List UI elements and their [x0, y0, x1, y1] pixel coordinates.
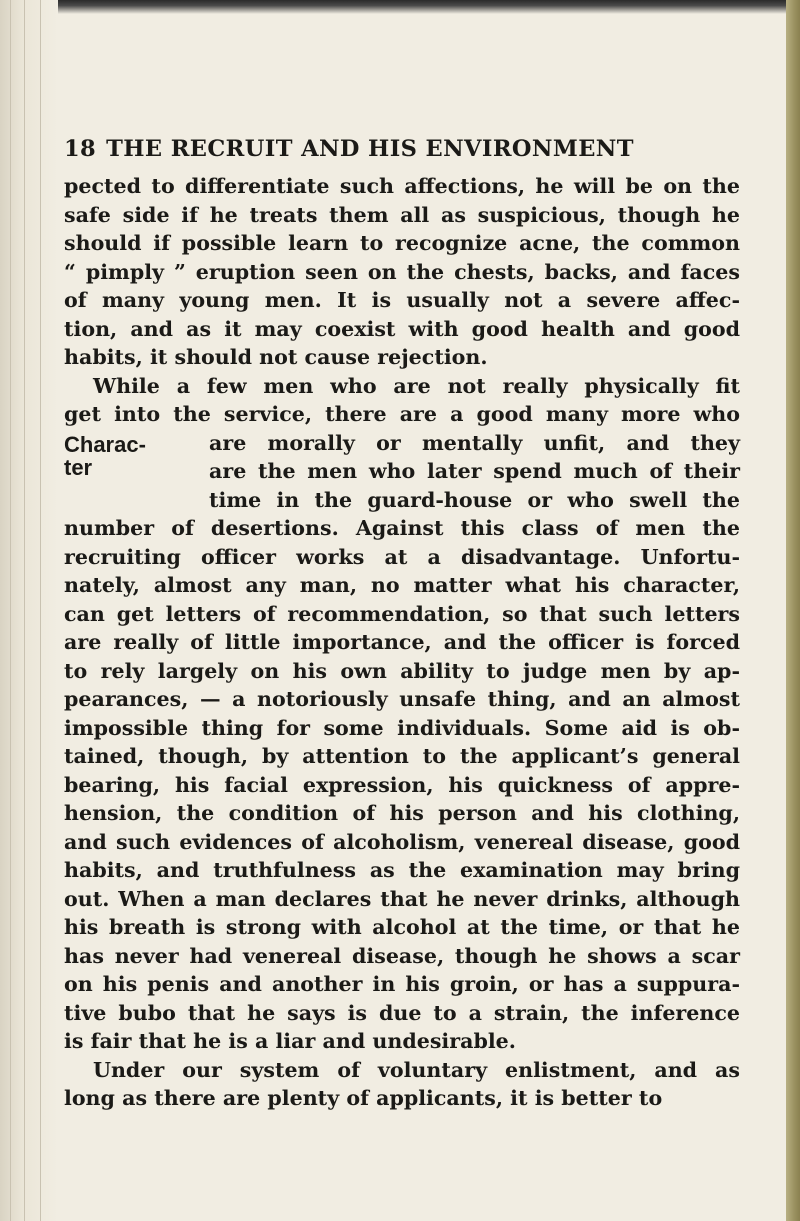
- paragraph: [64, 372, 740, 1056]
- text-line: recruiting officer works at a disadvantage. Unfortu-: [64, 544, 740, 569]
- body-text: [64, 172, 740, 1113]
- text-line: should if possible learn to recognize acne, the common: [64, 231, 740, 255]
- text-line: get into the service, there are a good many more who: [64, 402, 740, 426]
- text-line: on his penis and another in his groin, or has a suppura-: [64, 972, 740, 996]
- text-line: tion, and as it may coexist with good health and good: [64, 316, 740, 341]
- paragraph: [64, 1056, 740, 1113]
- text-line: tained, though, by attention to the applicant’s general: [64, 744, 740, 768]
- text-line: habits, it should not cause rejection.: [64, 345, 488, 369]
- text-line: While a few men who are not really physically fit: [93, 373, 740, 398]
- text-line: time in the guard-house or who swell the: [209, 487, 740, 512]
- gutter-line: [24, 0, 25, 1221]
- text-line: are morally or mentally unfit, and they: [209, 430, 740, 455]
- scan-top-shadow: [0, 0, 800, 14]
- text-line: is fair that he is a liar and undesirable.: [64, 1029, 516, 1053]
- text-line: bearing, his facial expression, his quickness of appre-: [64, 772, 740, 797]
- text-line: tive bubo that he says is due to a strain, the inference: [64, 1000, 740, 1025]
- text-line: pected to differentiate such affections, he will be on the: [64, 174, 740, 198]
- text-line: long as there are plenty of applicants, it is better to: [64, 1086, 663, 1110]
- text-line: his breath is strong with alcohol at the time, or that he: [64, 915, 740, 939]
- text-line: has never had venereal disease, though he shows a scar: [64, 943, 740, 968]
- text-line: impossible thing for some individuals. Some aid is ob-: [64, 715, 740, 740]
- gutter-line: [10, 0, 11, 1221]
- text-line: safe side if he treats them all as suspicious, though he: [64, 202, 740, 227]
- page-number: 18: [64, 136, 97, 162]
- text-line: habits, and truthfulness as the examination may bring: [64, 858, 740, 882]
- margin-note-line: ter: [64, 455, 93, 480]
- margin-note-line: Charac-: [64, 432, 146, 457]
- text-line: and such evidences of alcoholism, venereal disease, good: [64, 829, 740, 854]
- text-line: can get letters of recommendation, so that such letters: [64, 601, 740, 626]
- text-line: are the men who later spend much of their: [209, 459, 740, 483]
- text-line: to rely largely on his own ability to judge men by ap-: [64, 658, 740, 683]
- text-line: nately, almost any man, no matter what his character,: [64, 573, 740, 597]
- text-line: “ pimply ” eruption seen on the chests, backs, and faces: [64, 259, 740, 284]
- paragraph: [64, 172, 740, 372]
- text-line: pearances, — a notoriously unsafe thing, and an almost: [64, 687, 740, 711]
- running-header: [64, 136, 634, 162]
- text-line: number of desertions. Against this class of men the: [64, 516, 740, 540]
- text-line: hension, the condition of his person and his clothing,: [64, 801, 740, 825]
- text-line: are really of little importance, and the officer is forced: [64, 630, 740, 654]
- text-line: of many young men. It is usually not a severe affec-: [64, 288, 740, 312]
- gutter-line: [40, 0, 41, 1221]
- page-right-edge: [786, 0, 800, 1221]
- text-line: out. When a man declares that he never drinks, although: [64, 886, 740, 911]
- running-head-title: THE RECRUIT AND HIS ENVIRONMENT: [106, 136, 634, 162]
- text-line: Under our system of voluntary enlistment, and as: [93, 1057, 740, 1082]
- page-gutter: [0, 0, 58, 1221]
